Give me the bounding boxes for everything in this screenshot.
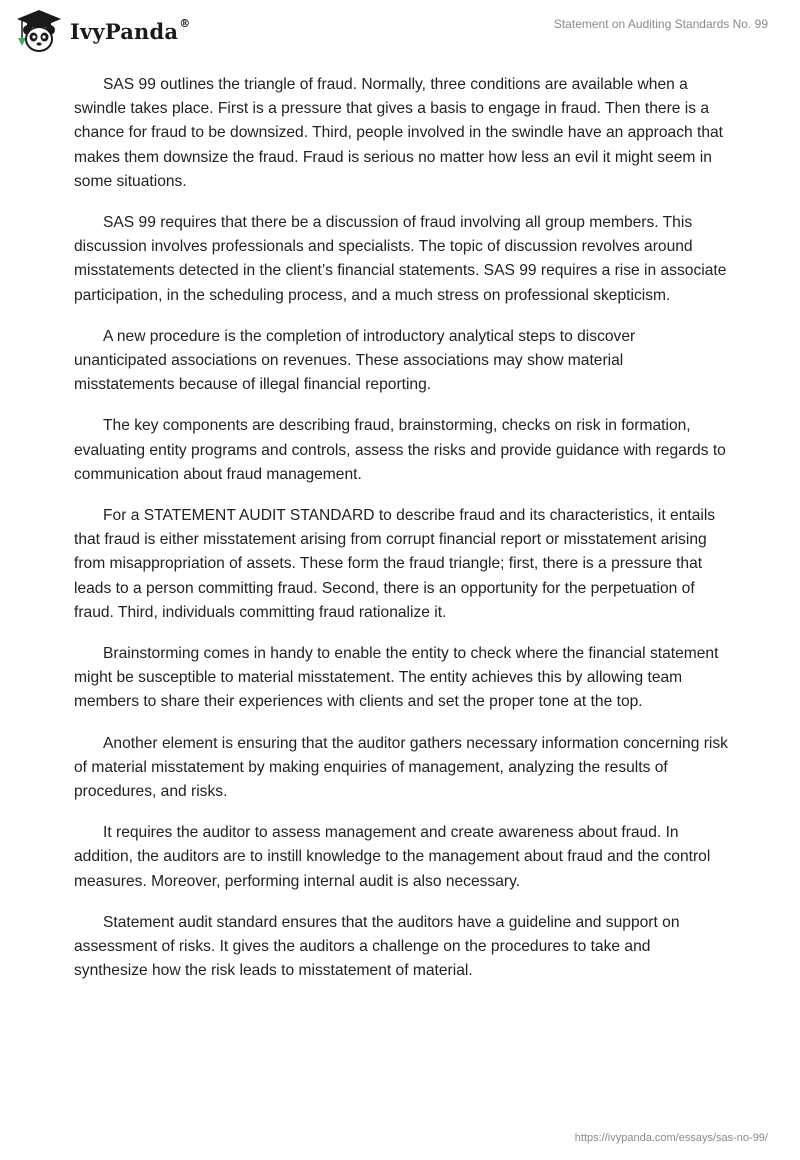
paragraph: The key components are describing fraud, brainstorming, checks on risk in formation, evaluating entity programs and controls, assess the risks and provide guidance with regards to communication about fraud management. — [74, 417, 726, 483]
paragraph: Another element is ensuring that the auditor gathers necessary information concerning risk of material misstatement by making enquiries of management, analyzing the results of procedures, and risks. — [74, 734, 728, 801]
paragraph: It requires the auditor to assess management and create awareness about fraud. In addition, the auditors are to instill knowledge to the management about fraud and the control measures. Moreover, performing internal audit is also necessary. — [74, 824, 711, 890]
paragraph: Statement audit standard ensures that the auditors have a guideline and support on assessment of risks. It gives the auditors a challenge on the procedures to take and synthesize how the risk leads to misstatement of material. — [74, 913, 680, 980]
paragraph: SAS 99 requires that there be a discussion of fraud involving all group members. This discussion involves professionals and specialists. The topic of discussion revolves around misstatements detected in the client’s financial statements. SAS 99 requires a rise in associate participation, in the scheduling process, and a much stress on professional skepticism. — [74, 214, 727, 304]
paragraph: A new procedure is the completion of introductory analytical steps to discover unanticipated associations on revenues. These associations may show material misstatements because of illegal financial reporting. — [74, 327, 636, 394]
essay-body — [74, 73, 728, 1001]
source-url[interactable]: https://ivypanda.com/essays/sas-no-99/ — [574, 1132, 768, 1144]
page-header — [0, 0, 800, 64]
document-title: Statement on Auditing Standards No. 99 — [553, 17, 768, 31]
paragraph: SAS 99 outlines the triangle of fraud. Normally, three conditions are available when a swindle takes place. First is a pressure that gives a basis to engage in fraud. Then there is a chance for fraud to be downsized. Third, people involved in the swindle have an approach that makes them downsize the fraud. Fraud is serious no matter how less an evil it might seem in some situations. — [74, 76, 724, 190]
paragraph: For a STATEMENT AUDIT STANDARD to describe fraud and its characteristics, it entails that fraud is either misstatement arising from corrupt financial report or misstatement arising from misappropriation of assets. These form the fraud triangle; first, there is a pressure that leads to a person committing fraud. Second, there is an opportunity for the perpetuation of fraud. Third, individuals committing fraud rationalize it. — [74, 507, 716, 621]
ivypanda-logo[interactable] — [14, 8, 190, 54]
panda-graduate-icon — [14, 8, 64, 54]
paragraph: Brainstorming comes in handy to enable the entity to check where the financial statement might be susceptible to material misstatement. The entity achieves this by allowing team members to share their experiences with clients and set the proper tone at the top. — [74, 645, 719, 711]
registered-mark: ® — [179, 16, 191, 30]
brand-name: IvyPanda® — [70, 16, 191, 44]
